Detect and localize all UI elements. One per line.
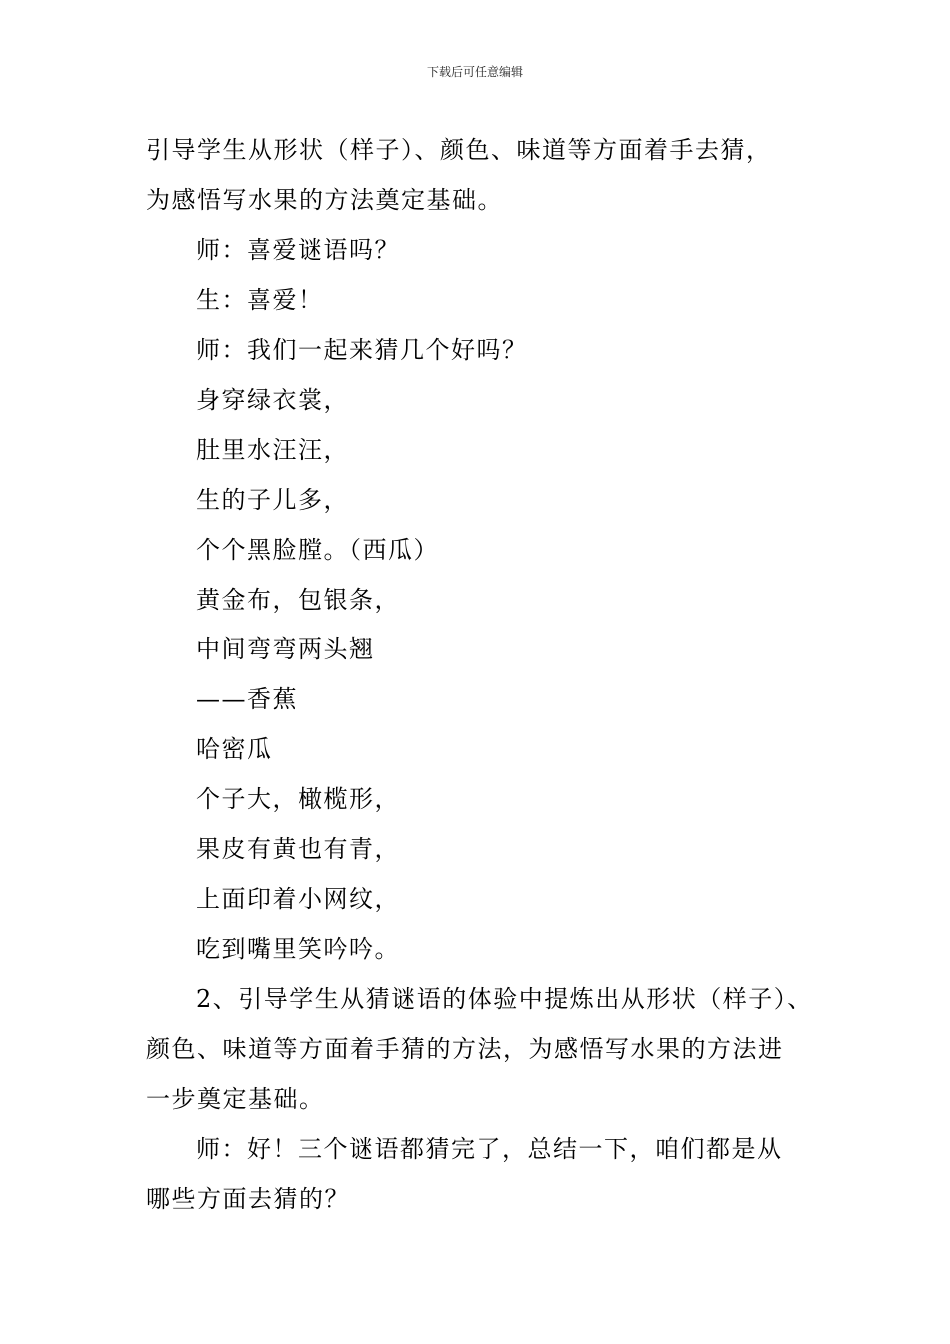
dialogue-line: 生：喜爱！ <box>196 286 324 314</box>
page-header: 下载后可任意编辑 <box>426 65 523 79</box>
riddle-line: 吃到嘴里笑吟吟。 <box>196 935 400 963</box>
dialogue-line: 师：我们一起来猜几个好吗？ <box>196 336 528 364</box>
riddle-line: 果皮有黄也有青， <box>196 835 400 863</box>
paragraph-line: 一步奠定基础。 <box>146 1085 325 1113</box>
paragraph-line: 引导学生从形状（样子）、颜色、味道等方面着手去猜， <box>146 136 772 164</box>
riddle-line: 身穿绿衣裳， <box>196 386 349 414</box>
riddle-answer: ——香蕉 <box>196 685 298 713</box>
riddle-line: 肚里水汪汪， <box>196 436 349 464</box>
riddle-line: 个子大，橄榄形， <box>196 785 400 813</box>
paragraph-line: 为感悟写水果的方法奠定基础。 <box>146 186 503 214</box>
riddle-line: 中间弯弯两头翘 <box>196 635 375 663</box>
riddle-line: 上面印着小网纹， <box>196 885 400 913</box>
paragraph-line: 颜色、味道等方面着手猜的方法，为感悟写水果的方法进 <box>146 1035 784 1063</box>
paragraph-line: 2、引导学生从猜谜语的体验中提炼出从形状（样子）、 <box>196 985 813 1013</box>
dialogue-line: 师：好！三个谜语都猜完了，总结一下，咱们都是从 <box>196 1135 783 1163</box>
riddle-answer: 哈密瓜 <box>196 735 273 763</box>
dialogue-line: 师：喜爱谜语吗？ <box>196 236 400 264</box>
riddle-line: 黄金布，包银条， <box>196 586 400 614</box>
riddle-line: 生的子儿多， <box>196 486 349 514</box>
dialogue-line: 哪些方面去猜的？ <box>146 1185 350 1213</box>
riddle-line: 个个黑脸膛。（西瓜） <box>196 536 439 564</box>
